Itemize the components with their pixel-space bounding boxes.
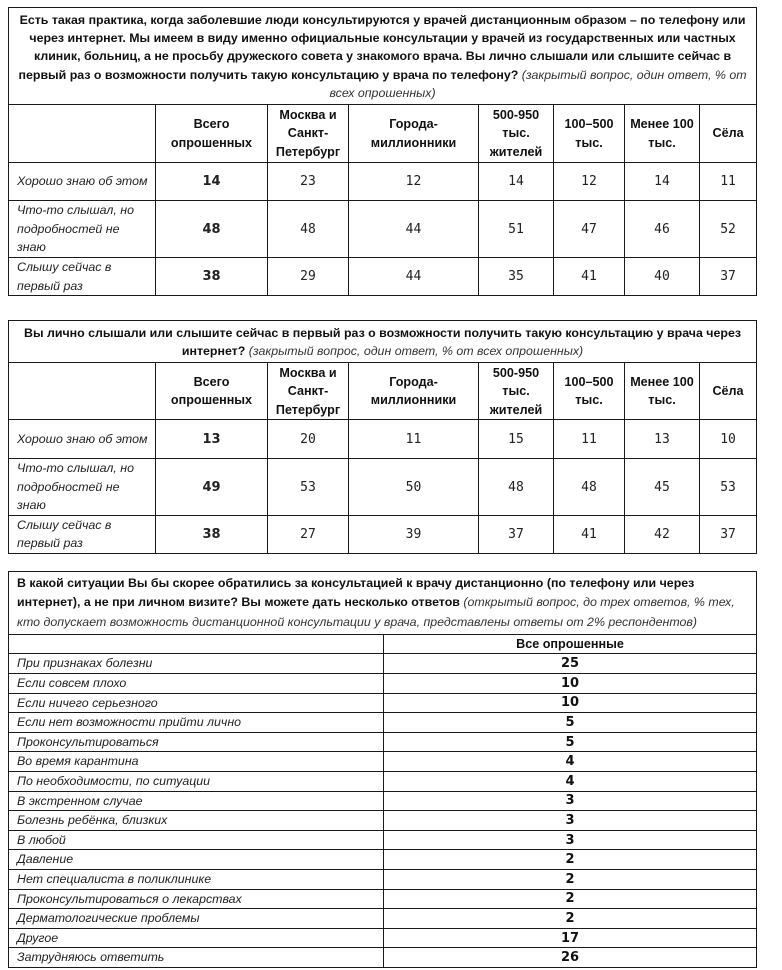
column-header: Сёла [700, 105, 757, 163]
table-row [9, 201, 757, 258]
table-row [9, 459, 757, 516]
cell-value: 11 [700, 163, 757, 201]
cell-value: 48 [479, 459, 554, 516]
cell-value: 14 [479, 163, 554, 201]
cell-value: 4 [384, 772, 757, 792]
row-label: Проконсультироваться о лекарствах [9, 889, 384, 909]
cell-value: 27 [268, 515, 349, 553]
column-header: 500-950 тыс. жителей [479, 363, 554, 420]
empty-header-cell [9, 363, 156, 420]
row-label: Если ничего серьезного [9, 693, 384, 713]
cell-value: 37 [700, 258, 757, 296]
row-label: Во время карантина [9, 752, 384, 772]
cell-value: 53 [268, 459, 349, 516]
cell-value: 29 [268, 258, 349, 296]
phone-consultation-awareness-table [8, 7, 757, 296]
cell-value: 13 [625, 420, 700, 459]
empty-header-cell [9, 105, 156, 163]
row-label: Болезнь ребёнка, близких [9, 811, 384, 831]
cell-value: 2 [384, 870, 757, 890]
row-label: Дерматологические проблемы [9, 909, 384, 929]
cell-value: 39 [349, 515, 479, 553]
table-row [9, 811, 757, 831]
column-header: 100–500 тыс. [554, 363, 625, 420]
table-row [9, 674, 757, 694]
cell-value: 48 [156, 201, 268, 258]
table-row [9, 909, 757, 929]
row-label: Хорошо знаю об этом [9, 420, 156, 459]
table-row [9, 928, 757, 948]
column-header: Города-миллионники [349, 363, 479, 420]
column-header: 100–500 тыс. [554, 105, 625, 163]
table-row [9, 713, 757, 733]
row-label: Проконсультироваться [9, 732, 384, 752]
column-header: Москва и Санкт-Петербург [268, 105, 349, 163]
row-label: Слышу сейчас в первый раз [9, 258, 156, 296]
cell-value: 10 [384, 693, 757, 713]
column-header: Сёла [700, 363, 757, 420]
cell-value: 40 [625, 258, 700, 296]
cell-value: 52 [700, 201, 757, 258]
cell-value: 46 [625, 201, 700, 258]
cell-value: 4 [384, 752, 757, 772]
row-label: Давление [9, 850, 384, 870]
cell-value: 35 [479, 258, 554, 296]
question-note: (закрытый вопрос, один ответ, % от всех опрошенных) [248, 344, 584, 359]
question-main: В какой ситуации Вы бы скорее обратились за консультацией к врачу дистанционно (по телефону или через интернет), а не при личном визите? Вы можете дать несколько ответов [17, 576, 695, 610]
cell-value: 37 [700, 515, 757, 553]
table-row [9, 654, 757, 674]
cell-value: 2 [384, 850, 757, 870]
cell-value: 38 [156, 258, 268, 296]
cell-value: 3 [384, 830, 757, 850]
cell-value: 44 [349, 258, 479, 296]
cell-value: 45 [625, 459, 700, 516]
header-row [9, 105, 757, 163]
cell-value: 5 [384, 713, 757, 733]
table-row [9, 791, 757, 811]
cell-value: 10 [700, 420, 757, 459]
row-label: В экстренном случае [9, 791, 384, 811]
cell-value: 5 [384, 732, 757, 752]
cell-value: 17 [384, 928, 757, 948]
cell-value: 11 [349, 420, 479, 459]
table-row [9, 850, 757, 870]
cell-value: 2 [384, 909, 757, 929]
header-row [9, 634, 757, 654]
cell-value: 51 [479, 201, 554, 258]
row-label: Другое [9, 928, 384, 948]
cell-value: 41 [554, 515, 625, 553]
cell-value: 53 [700, 459, 757, 516]
table-row [9, 948, 757, 968]
row-label: Если нет возможности прийти лично [9, 713, 384, 733]
table-row [9, 870, 757, 890]
question-main: Вы лично слышали или слышите сейчас в первый раз о возможности получить такую консультацию у врача через интернет? [24, 326, 742, 359]
cell-value: 11 [554, 420, 625, 459]
row-label: Если совсем плохо [9, 674, 384, 694]
question-text [9, 321, 757, 363]
table-row [9, 693, 757, 713]
column-header: Все опрошенные [384, 634, 757, 654]
question-row [9, 321, 757, 363]
cell-value: 23 [268, 163, 349, 201]
row-label: По необходимости, по ситуации [9, 772, 384, 792]
row-label: Что-то слышал, но подробностей не знаю [9, 459, 156, 516]
header-row [9, 363, 757, 420]
row-label: Нет специалиста в поликлинике [9, 870, 384, 890]
cell-value: 38 [156, 515, 268, 553]
row-label: При признаках болезни [9, 654, 384, 674]
cell-value: 25 [384, 654, 757, 674]
cell-value: 44 [349, 201, 479, 258]
column-header: Всего опрошенных [156, 363, 268, 420]
empty-header-cell [9, 634, 384, 654]
column-header: 500-950 тыс. жителей [479, 105, 554, 163]
cell-value: 14 [625, 163, 700, 201]
table-row [9, 889, 757, 909]
cell-value: 48 [268, 201, 349, 258]
cell-value: 2 [384, 889, 757, 909]
row-label: Что-то слышал, но подробностей не знаю [9, 201, 156, 258]
table-row [9, 752, 757, 772]
table-row [9, 772, 757, 792]
cell-value: 41 [554, 258, 625, 296]
table-row [9, 830, 757, 850]
remote-consultation-situations-table [8, 571, 757, 968]
column-header: Всего опрошенных [156, 105, 268, 163]
question-note: (закрытый вопрос, один ответ, % от всех опрошенных) [329, 67, 747, 100]
cell-value: 42 [625, 515, 700, 553]
cell-value: 13 [156, 420, 268, 459]
question-main: Есть такая практика, когда заболевшие люди консультируются у врачей дистанционным образом – по телефону или через интернет. Мы имеем в виду именно официальные консультации у врачей из государственных или частных клиник, больниц, а не просьбу дружеского совета у знакомого врача. Вы лично слышали или слышите сейчас в первый раз о возможности получить такую консультацию у врача по телефону? [18, 13, 746, 82]
column-header: Москва и Санкт-Петербург [268, 363, 349, 420]
question-text [9, 8, 757, 105]
cell-value: 14 [156, 163, 268, 201]
table-row [9, 163, 757, 201]
cell-value: 20 [268, 420, 349, 459]
question-row [9, 572, 757, 635]
question-text [9, 572, 757, 635]
cell-value: 10 [384, 674, 757, 694]
column-header: Города-миллионники [349, 105, 479, 163]
cell-value: 50 [349, 459, 479, 516]
question-note: (открытый вопрос, до трех ответов, % тех, кто допускает возможность дистанционной консультации у врача, представлены ответы от 2% респондентов) [17, 595, 735, 629]
internet-consultation-awareness-table [8, 320, 757, 554]
question-row [9, 8, 757, 105]
row-label: Слышу сейчас в первый раз [9, 515, 156, 553]
cell-value: 37 [479, 515, 554, 553]
table-body [9, 654, 757, 968]
column-header: Менее 100 тыс. [625, 105, 700, 163]
table-row [9, 732, 757, 752]
cell-value: 3 [384, 791, 757, 811]
row-label: В любой [9, 830, 384, 850]
cell-value: 3 [384, 811, 757, 831]
table-row [9, 258, 757, 296]
table-row [9, 420, 757, 459]
cell-value: 48 [554, 459, 625, 516]
cell-value: 12 [554, 163, 625, 201]
table-row [9, 515, 757, 553]
cell-value: 12 [349, 163, 479, 201]
column-header: Менее 100 тыс. [625, 363, 700, 420]
cell-value: 47 [554, 201, 625, 258]
cell-value: 15 [479, 420, 554, 459]
row-label: Затрудняюсь ответить [9, 948, 384, 968]
cell-value: 49 [156, 459, 268, 516]
row-label: Хорошо знаю об этом [9, 163, 156, 201]
cell-value: 26 [384, 948, 757, 968]
